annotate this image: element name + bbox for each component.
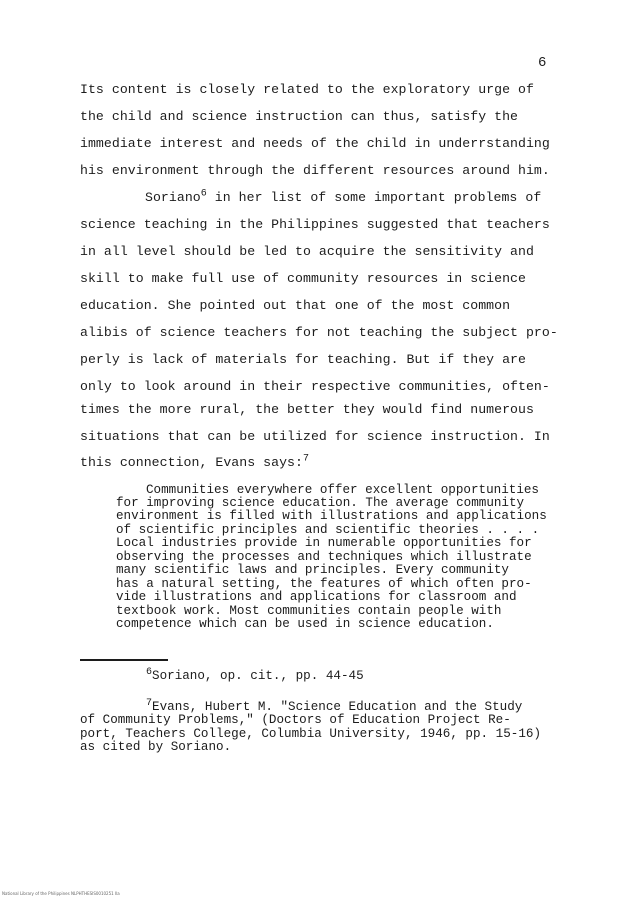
footnote-7 — [146, 697, 523, 714]
footnote-ref-7: 7 — [303, 453, 310, 465]
body-line: times the more rural, the better they would find numerous — [80, 402, 534, 417]
footnote-divider — [80, 659, 168, 661]
footnote-ref-6: 6 — [200, 188, 207, 200]
footnote-line: as cited by Soriano. — [80, 740, 232, 754]
quote-line: competence which can be used in science education. — [116, 617, 494, 631]
body-line: Its content is closely related to the exploratory urge of — [80, 82, 534, 97]
footnote-marker: 7 — [146, 697, 153, 709]
body-line: science teaching in the Philippines suggested that teachers — [80, 217, 550, 232]
quote-line: vide illustrations and applications for classroom and — [116, 590, 517, 604]
body-line: skill to make full use of community resources in science — [80, 271, 526, 286]
body-line: education. She pointed out that one of the most common — [80, 298, 511, 313]
body-line — [145, 190, 541, 205]
footnote-line: port, Teachers College, Columbia University, 1946, pp. 15-16) — [80, 727, 542, 741]
quote-line: textbook work. Most communities contain people with — [116, 604, 502, 618]
author-name: Soriano — [145, 190, 201, 205]
quote-line: environment is filled with illustrations and applications — [116, 509, 547, 523]
body-line: in all level should be led to acquire the sensitivity and — [80, 244, 534, 259]
body-line-text: in her list of some important problems of — [206, 190, 542, 205]
quote-line: observing the processes and techniques which illustrate — [116, 550, 532, 564]
quote-line: for improving science education. The average community — [116, 496, 525, 510]
quote-line: of scientific principles and scientific theories . . . . — [116, 523, 540, 537]
body-line: situations that can be utilized for science instruction. In — [80, 429, 550, 444]
body-line: perly is lack of materials for teaching. But if they are — [80, 352, 526, 367]
body-line-text: this connection, Evans says: — [80, 455, 303, 470]
footnote-text: Soriano, op. cit., pp. 44-45 — [152, 669, 364, 683]
footnote-marker: 6 — [146, 666, 153, 678]
body-line: the child and science instruction can thus, satisfy the — [80, 109, 519, 124]
quote-line: has a natural setting, the features of which often pro- — [116, 577, 532, 591]
quote-line: many scientific laws and principles. Every community — [116, 563, 509, 577]
quote-line: Local industries provide in numerable opportunities for — [116, 536, 532, 550]
footnote-text: Evans, Hubert M. "Science Education and the Study — [152, 700, 523, 714]
body-line: immediate interest and needs of the child in underrstanding — [80, 136, 550, 151]
body-line: his environment through the different resources around him. — [80, 163, 550, 178]
body-line — [80, 455, 309, 470]
page-number: 6 — [538, 55, 547, 71]
footnote-line: of Community Problems," (Doctors of Education Project Re- — [80, 713, 511, 727]
body-line: alibis of science teachers for not teaching the subject pro- — [80, 325, 558, 340]
quote-line: Communities everywhere offer excellent opportunities — [146, 483, 539, 497]
library-stamp: National Library of the Philippines NLPHTHESIS0010251 Ila — [2, 891, 120, 896]
footnote-6 — [146, 666, 364, 683]
body-line: only to look around in their respective communities, often- — [80, 379, 550, 394]
